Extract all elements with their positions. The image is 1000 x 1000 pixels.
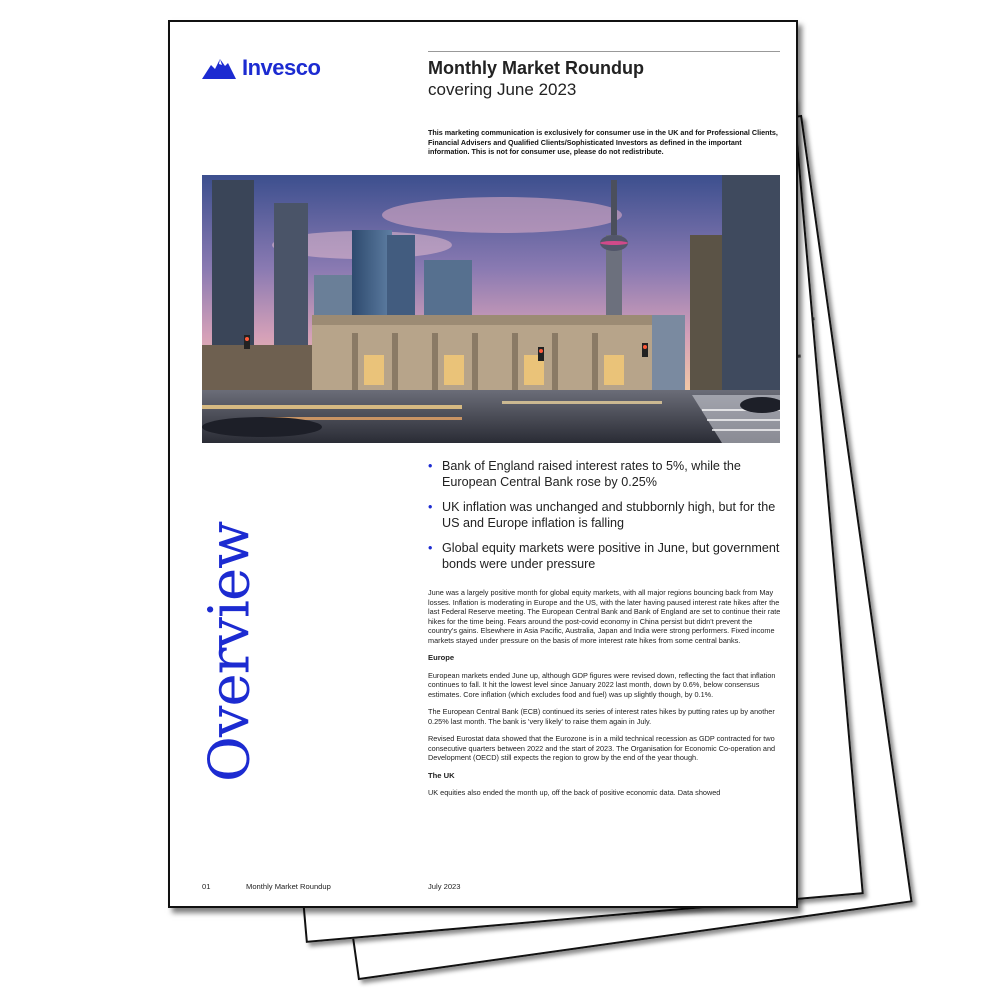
europe-paragraph-2: The European Central Bank (ECB) continued its series of interest rates hikes by putting rates up by another 0.25% last month. The bank is 'very likely' to raise them again in July.	[428, 707, 775, 726]
page-title: Monthly Market Roundup	[428, 58, 644, 78]
invesco-logo	[202, 55, 320, 81]
mountain-logo-icon	[202, 57, 236, 79]
city-skyline-illustration	[202, 175, 780, 443]
europe-paragraph-3: Revised Eurostat data showed that the Eurozone is in a mild technical recession as GDP contracted for two consecutive quarters between 2022 and the start of 2023. The Organisation for Economic Co-operation and Development (OECD) still expects the region to grow by the end of the year though.	[428, 734, 776, 762]
hero-image-city-skyline	[202, 175, 780, 443]
footer-doc-name: Monthly Market Roundup	[246, 882, 331, 891]
europe-paragraph-1: European markets ended June up, although GDP figures were revised down, reflecting the fact that inflation continues to fall. It hit the lowest level since January 2022 last month, down by 0.6%, below consensus estimates. Core inflation (which excludes food and fuel) was up slightly though, by 0.1%.	[428, 670, 776, 699]
disclaimer-text: This marketing communication is exclusively for consumer use in the UK and for Professional Clients, Financial Advisers and Qualified Clients/Sophisticated Investors as defined in the important information. This is not for consumer use, please do not redistribute.	[428, 128, 778, 157]
footer-date: July 2023	[428, 882, 461, 891]
brand-name: Invesco	[242, 55, 321, 80]
uk-heading: The UK	[428, 770, 455, 780]
page-subtitle: covering June 2023	[428, 80, 577, 99]
header-rule	[428, 51, 780, 52]
key-point-item: • Global equity markets were positive in June, but government bonds were under pressure	[428, 540, 788, 572]
key-points-list	[428, 458, 788, 581]
uk-paragraph-1: UK equities also ended the month up, off the back of positive economic data. Data showed	[428, 788, 721, 797]
europe-heading: Europe	[428, 653, 455, 662]
footer-page-number: 01	[202, 882, 211, 891]
section-title-vertical	[190, 452, 270, 852]
key-point-item: • UK inflation was unchanged and stubbornly high, but for the US and Europe inflation is falling	[428, 499, 788, 531]
key-point-item: • Bank of England raised interest rates to 5%, while the European Central Bank rose by 0.25%	[428, 458, 788, 490]
article-body	[428, 588, 783, 806]
front-page	[168, 20, 798, 908]
intro-paragraph: June was a largely positive month for global equity markets, with all major regions bouncing back from May losses. Inflation is moderating in Europe and the US, with the later having paused interest rate hikes after the last Federal Reserve meeting. The European Central Bank and Bank of England are set to continue their rate hikes for the time being. Fears around the post-covid economy in China persist but didn't prevent the country's gains. Elsewhere in Asia Pacific, Australia, Japan and India were strong performers. Fixed income markets stayed under pressure on the basis of more interest rate hikes from some central banks.	[428, 588, 781, 645]
section-title-text: Overview	[197, 521, 263, 783]
